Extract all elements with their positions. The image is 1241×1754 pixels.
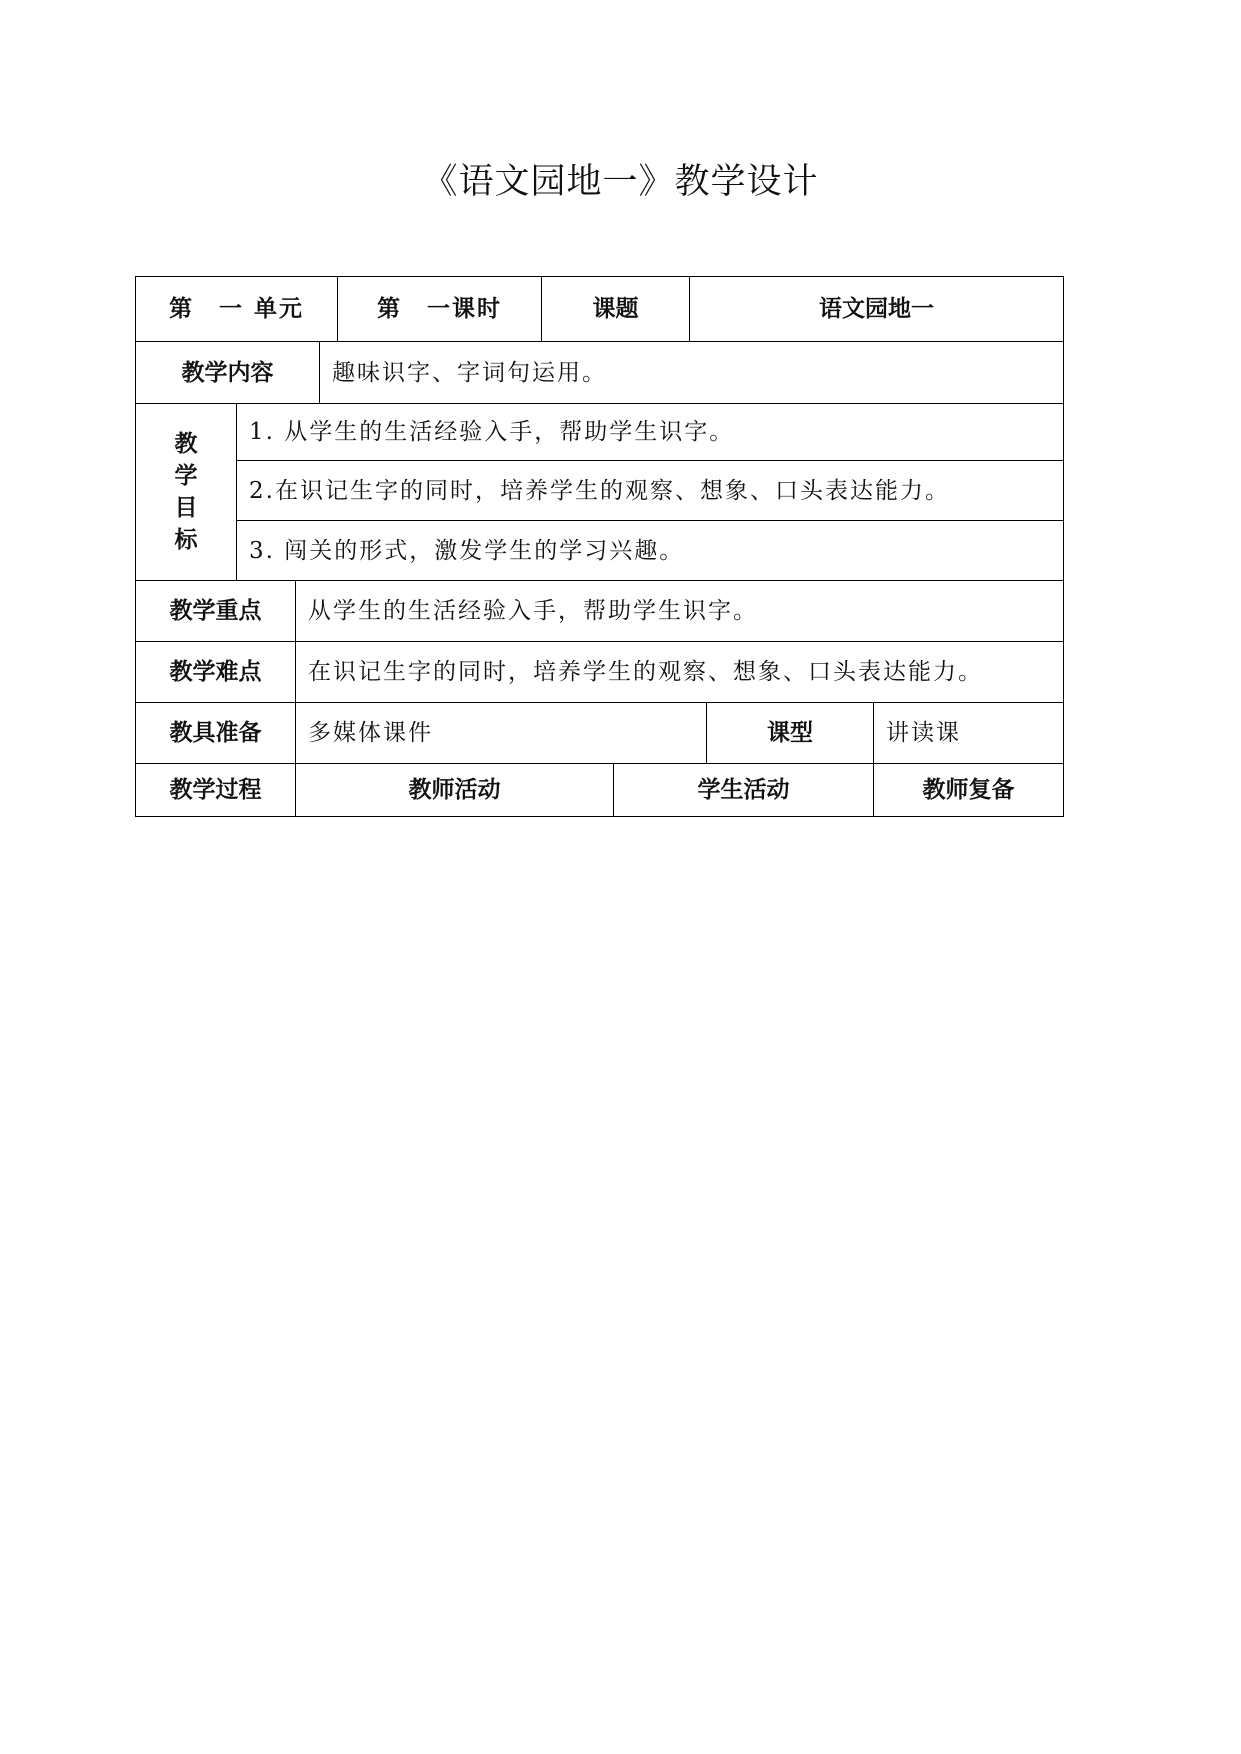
process-label: 教学过程 <box>135 763 296 817</box>
content-label: 教学内容 <box>135 341 320 404</box>
materials-label: 教具准备 <box>135 702 296 764</box>
student-activity-header: 学生活动 <box>613 763 874 817</box>
objectives-label <box>135 403 237 581</box>
topic-label: 课题 <box>541 276 690 342</box>
content-value: 趣味识字、字词句运用。 <box>319 341 1064 404</box>
lesson-cell: 第 一课时 <box>337 276 542 342</box>
lesson-type-value: 讲读课 <box>873 702 1064 764</box>
key-point-value: 从学生的生活经验入手，帮助学生识字。 <box>295 580 1064 642</box>
teacher-activity-header: 教师活动 <box>295 763 614 817</box>
objective-item-1: 1. 从学生的生活经验入手，帮助学生识字。 <box>236 403 1064 461</box>
objective-item-2: 2.在识记生字的同时，培养学生的观察、想象、口头表达能力。 <box>236 460 1064 521</box>
document-title: 《语文园地一》教学设计 <box>422 162 819 202</box>
unit-cell: 第 一 单元 <box>135 276 338 342</box>
objectives-label-char-4: 标 <box>174 527 198 553</box>
difficulty-label: 教学难点 <box>135 641 296 703</box>
key-point-label: 教学重点 <box>135 580 296 642</box>
objectives-label-char-3: 目 <box>174 495 198 521</box>
objectives-label-char-1: 教 <box>174 431 198 457</box>
materials-value: 多媒体课件 <box>295 702 707 764</box>
topic-value: 语文园地一 <box>689 276 1064 342</box>
difficulty-value: 在识记生字的同时，培养学生的观察、想象、口头表达能力。 <box>295 641 1064 703</box>
teacher-review-header: 教师复备 <box>873 763 1064 817</box>
objective-item-3: 3. 闯关的形式，激发学生的学习兴趣。 <box>236 520 1064 581</box>
objectives-label-char-2: 学 <box>174 463 198 489</box>
lesson-type-label: 课型 <box>706 702 874 764</box>
